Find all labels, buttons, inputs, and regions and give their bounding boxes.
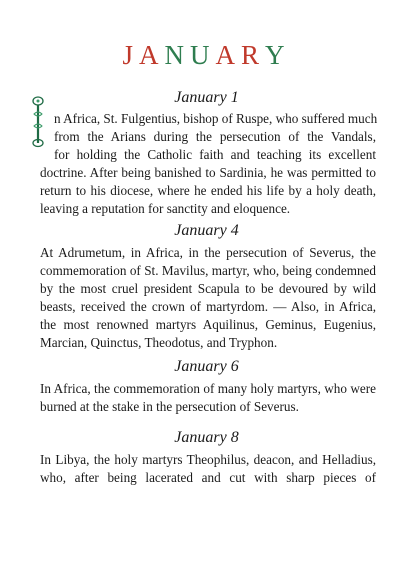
section-text-january-1 [40,110,376,218]
text-line: burned at the stake in the persecution of Severus. [40,399,299,414]
title-letter: N [164,40,190,70]
text-line: n Africa, St. Fulgentius, bishop of Ruspe, who suffered much [54,111,378,126]
text-line: At Adrumetum, in Africa, in the persecution of Severus, the [40,245,376,260]
title-letter: J [122,40,139,70]
title-letter: Y [265,40,291,70]
section-heading-january-6: January 6 [174,358,239,375]
text-line: Marcian, Quinctus, Theodotus, and Tryphon. [40,335,278,350]
title-letter: A [139,40,165,70]
section-heading-january-4: January 4 [174,222,239,239]
section-text-january-4 [40,244,376,352]
text-line: for holding the Catholic faith and teaching its excellent [54,147,376,162]
section-text-january-8 [40,451,376,487]
text-line: by the most cruel president Scapula to be devoured by wild [40,281,376,296]
page-title [0,38,413,72]
title-letter: U [190,40,216,70]
text-line: doctrine. After being banished to Sardinia, he was permitted to [40,165,376,180]
text-line: beasts, received the crown of martyrdom. — Also, in Africa, [40,299,376,314]
section-text-january-6 [40,380,376,416]
section-heading-january-8: January 8 [174,429,239,446]
section-heading-january-1: January 1 [174,89,239,106]
title-letter: A [215,40,241,70]
text-line: In Africa, the commemoration of many holy martyrs, who were [40,381,376,396]
text-line: from the Arians during the persecution of the Vandals, [54,129,376,144]
text-line: return to his diocese, where he ended his life by a holy death, [40,183,376,198]
title-letter: R [241,40,266,70]
text-line: In Libya, the holy martyrs Theophilus, deacon, and Helladius, [40,452,376,467]
text-line: leaving a reputation for sanctity and eloquence. [40,201,291,216]
text-line: commemoration of St. Mavilus, martyr, who, being condemned [40,263,376,278]
text-line: the most renowned martyrs Aquilinus, Geminus, Eugenius, [40,317,376,332]
text-line: who, after being lacerated and cut with sharp pieces of [40,470,376,485]
